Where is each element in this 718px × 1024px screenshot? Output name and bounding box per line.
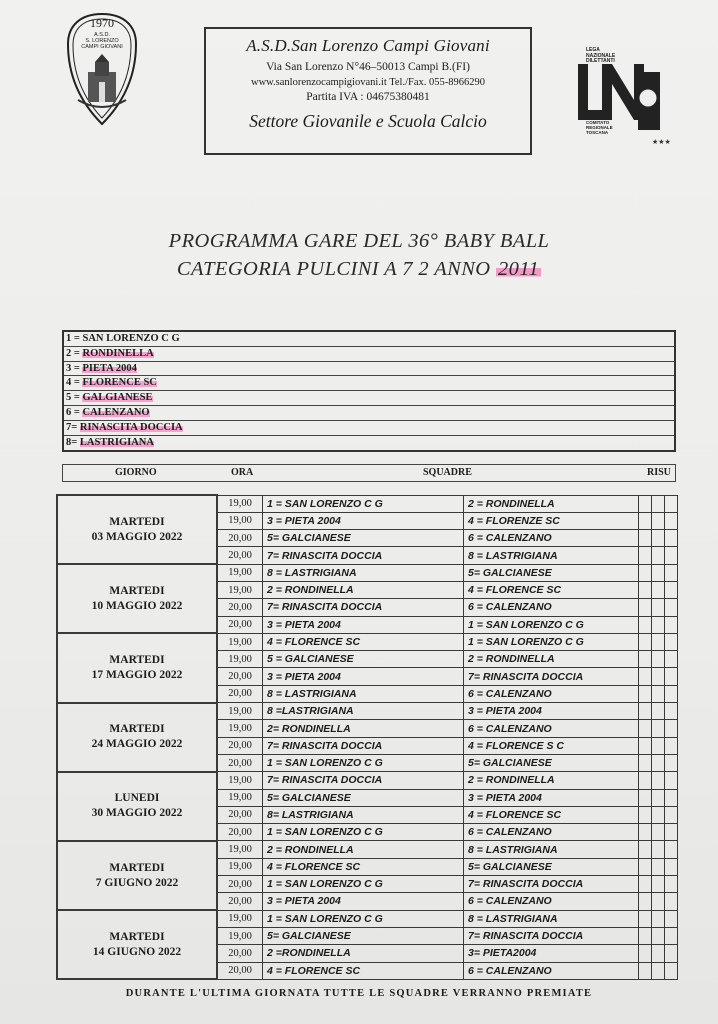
match-time: 19,00 xyxy=(217,858,263,875)
title-line-1: PROGRAMMA GARE DEL 36° BABY BALL xyxy=(168,230,550,252)
match-time: 20,00 xyxy=(217,599,263,616)
team-name: PIETA 2004 xyxy=(82,362,137,374)
result-cell[interactable] xyxy=(639,581,652,598)
match-date: 14 GIUGNO 2022 xyxy=(92,945,182,958)
result-cell[interactable] xyxy=(665,824,678,841)
away-team: 3 = PIETA 2004 xyxy=(464,703,639,720)
home-team: 3 = PIETA 2004 xyxy=(263,668,464,685)
home-team: 7= RINASCITA DOCCIA xyxy=(263,599,464,616)
result-cell[interactable] xyxy=(639,962,652,979)
result-cell[interactable] xyxy=(665,633,678,650)
result-cell[interactable] xyxy=(652,685,665,702)
away-team: 1 = SAN LORENZO C G xyxy=(464,633,639,650)
result-cell[interactable] xyxy=(652,910,665,927)
result-cell[interactable] xyxy=(639,910,652,927)
team-row xyxy=(64,391,674,406)
result-cell[interactable] xyxy=(652,633,665,650)
club-logo xyxy=(64,10,140,128)
result-cell[interactable] xyxy=(665,685,678,702)
result-cell[interactable] xyxy=(665,910,678,927)
home-team: 8= LASTRIGIANA xyxy=(263,806,464,823)
away-team: 8 = LASTRIGIANA xyxy=(464,547,639,564)
weekday: MARTEDI xyxy=(109,653,165,666)
result-cell[interactable] xyxy=(652,703,665,720)
away-team: 6 = CALENZANO xyxy=(464,685,639,702)
logo-text-3: CAMPI GIOVANI xyxy=(81,44,123,50)
result-cell[interactable] xyxy=(639,858,652,875)
result-cell[interactable] xyxy=(652,806,665,823)
title-line-2 xyxy=(0,258,718,281)
result-cell[interactable] xyxy=(652,876,665,893)
result-cell[interactable] xyxy=(652,945,665,962)
result-cell[interactable] xyxy=(639,824,652,841)
result-cell[interactable] xyxy=(652,651,665,668)
home-team: 2= RONDINELLA xyxy=(263,720,464,737)
result-cell[interactable] xyxy=(665,651,678,668)
result-cell[interactable] xyxy=(665,668,678,685)
away-team: 4 = FLORENCE SC xyxy=(464,581,639,598)
club-info-box xyxy=(204,27,532,155)
away-team: 7= RINASCITA DOCCIA xyxy=(464,876,639,893)
away-team: 1 = SAN LORENZO C G xyxy=(464,616,639,633)
logo-text-1: A.S.D. xyxy=(94,32,110,38)
result-cell[interactable] xyxy=(639,530,652,547)
result-cell[interactable] xyxy=(652,720,665,737)
result-cell[interactable] xyxy=(652,668,665,685)
result-cell[interactable] xyxy=(665,737,678,754)
schedule-table xyxy=(56,494,678,980)
away-team: 6 = CALENZANO xyxy=(464,962,639,979)
result-cell[interactable] xyxy=(665,547,678,564)
day-cell xyxy=(57,841,217,910)
schedule-header xyxy=(62,464,676,482)
result-cell[interactable] xyxy=(652,530,665,547)
home-team: 5= GALCIANESE xyxy=(263,927,464,944)
away-team: 8 = LASTRIGIANA xyxy=(464,841,639,858)
team-row xyxy=(64,436,674,451)
result-cell[interactable] xyxy=(665,512,678,529)
result-cell[interactable] xyxy=(639,685,652,702)
match-time: 19,00 xyxy=(217,927,263,944)
team-name: FLORENCE SC xyxy=(82,377,157,389)
result-cell[interactable] xyxy=(652,616,665,633)
logo-year: 1970 xyxy=(90,16,114,30)
team-number: 7= xyxy=(66,421,78,433)
result-cell[interactable] xyxy=(639,927,652,944)
team-number: 4 = xyxy=(66,377,80,389)
result-cell[interactable] xyxy=(652,789,665,806)
result-cell[interactable] xyxy=(665,858,678,875)
match-time: 20,00 xyxy=(217,530,263,547)
away-team: 8 = LASTRIGIANA xyxy=(464,910,639,927)
home-team: 2 =RONDINELLA xyxy=(263,945,464,962)
result-cell[interactable] xyxy=(665,945,678,962)
result-cell[interactable] xyxy=(639,495,652,512)
away-team: 6 = CALENZANO xyxy=(464,893,639,910)
team-name: GALGIANESE xyxy=(82,392,153,404)
away-team: 6 = CALENZANO xyxy=(464,599,639,616)
result-cell[interactable] xyxy=(639,616,652,633)
match-time: 20,00 xyxy=(217,962,263,979)
away-team: 2 = RONDINELLA xyxy=(464,495,639,512)
result-cell[interactable] xyxy=(639,789,652,806)
result-cell[interactable] xyxy=(652,495,665,512)
match-time: 19,00 xyxy=(217,789,263,806)
result-cell[interactable] xyxy=(639,720,652,737)
away-team: 3= PIETA2004 xyxy=(464,945,639,962)
weekday: MARTEDI xyxy=(109,515,165,528)
team-number: 5 = xyxy=(66,392,80,404)
team-name: SAN LORENZO C G xyxy=(82,333,180,344)
day-cell xyxy=(57,703,217,772)
result-cell[interactable] xyxy=(639,772,652,789)
home-team: 2 = RONDINELLA xyxy=(263,581,464,598)
match-time: 19,00 xyxy=(217,841,263,858)
lnd-text-5: REGIONALE xyxy=(586,125,613,130)
lnd-text-2: NAZIONALE xyxy=(586,52,616,59)
match-date: 10 MAGGIO 2022 xyxy=(91,599,183,612)
match-time: 20,00 xyxy=(217,547,263,564)
club-sector: Settore Giovanile e Scuola Calcio xyxy=(249,111,487,131)
home-team: 3 = PIETA 2004 xyxy=(263,616,464,633)
home-team: 4 = FLORENCE SC xyxy=(263,633,464,650)
result-cell[interactable] xyxy=(665,806,678,823)
match-time: 20,00 xyxy=(217,945,263,962)
match-time: 19,00 xyxy=(217,581,263,598)
result-cell[interactable] xyxy=(639,651,652,668)
team-row xyxy=(64,332,674,347)
header-teams: SQUADRE xyxy=(423,467,472,478)
club-name: A.S.D.San Lorenzo Campi Giovani xyxy=(246,36,490,55)
day-cell xyxy=(57,564,217,633)
result-cell[interactable] xyxy=(652,824,665,841)
match-time: 19,00 xyxy=(217,564,263,581)
result-cell[interactable] xyxy=(652,564,665,581)
home-team: 1 = SAN LORENZO C G xyxy=(263,754,464,771)
away-team: 6 = CALENZANO xyxy=(464,720,639,737)
team-row xyxy=(64,421,674,436)
match-time: 19,00 xyxy=(217,772,263,789)
away-team: 2 = RONDINELLA xyxy=(464,651,639,668)
team-row xyxy=(64,376,674,391)
match-time: 20,00 xyxy=(217,893,263,910)
home-team: 1 = SAN LORENZO C G xyxy=(263,824,464,841)
team-row xyxy=(64,406,674,421)
result-cell[interactable] xyxy=(652,772,665,789)
result-cell[interactable] xyxy=(665,581,678,598)
result-cell[interactable] xyxy=(639,599,652,616)
match-time: 20,00 xyxy=(217,616,263,633)
match-time: 20,00 xyxy=(217,668,263,685)
result-cell[interactable] xyxy=(652,927,665,944)
team-row xyxy=(64,347,674,362)
home-team: 1 = SAN LORENZO C G xyxy=(263,910,464,927)
home-team: 8 = LASTRIGIANA xyxy=(263,564,464,581)
match-time: 19,00 xyxy=(217,703,263,720)
result-cell[interactable] xyxy=(639,737,652,754)
result-cell[interactable] xyxy=(665,772,678,789)
team-number: 1 = xyxy=(66,333,80,344)
result-cell[interactable] xyxy=(639,703,652,720)
result-cell[interactable] xyxy=(652,547,665,564)
home-team: 7= RINASCITA DOCCIA xyxy=(263,547,464,564)
match-date: 17 MAGGIO 2022 xyxy=(91,668,183,681)
away-team: 5= GALCIANESE xyxy=(464,754,639,771)
result-cell[interactable] xyxy=(665,564,678,581)
home-team: 5 = GALCIANESE xyxy=(263,651,464,668)
weekday: MARTEDI xyxy=(109,584,165,597)
day-cell xyxy=(57,910,217,979)
day-cell xyxy=(57,633,217,702)
away-team: 4 = FLORENZE SC xyxy=(464,512,639,529)
team-row xyxy=(64,362,674,377)
home-team: 8 = LASTRIGIANA xyxy=(263,685,464,702)
result-cell[interactable] xyxy=(652,893,665,910)
result-cell[interactable] xyxy=(652,754,665,771)
result-cell[interactable] xyxy=(665,962,678,979)
match-date: 03 MAGGIO 2022 xyxy=(91,530,183,543)
result-cell[interactable] xyxy=(665,599,678,616)
result-cell[interactable] xyxy=(652,581,665,598)
match-row xyxy=(57,633,678,650)
result-cell[interactable] xyxy=(665,789,678,806)
team-number: 3 = xyxy=(66,362,80,374)
result-cell[interactable] xyxy=(639,876,652,893)
lnd-text-6: TOSCANA xyxy=(586,130,609,135)
team-number: 8= xyxy=(66,436,78,448)
svg-text:★★★: ★★★ xyxy=(652,138,671,146)
match-date: 7 GIUGNO 2022 xyxy=(95,876,179,889)
away-team: 3 = PIETA 2004 xyxy=(464,789,639,806)
home-team: 2 = RONDINELLA xyxy=(263,841,464,858)
result-cell[interactable] xyxy=(665,720,678,737)
header-day: GIORNO xyxy=(115,467,157,478)
match-row xyxy=(57,564,678,581)
team-name: CALENZANO xyxy=(82,406,150,418)
header-result: RISU xyxy=(647,467,671,478)
weekday: MARTEDI xyxy=(109,723,165,736)
result-cell[interactable] xyxy=(665,841,678,858)
match-time: 20,00 xyxy=(217,754,263,771)
match-row xyxy=(57,841,678,858)
match-time: 20,00 xyxy=(217,685,263,702)
title-year: 2011 xyxy=(498,258,540,280)
club-contacts: www.sanlorenzocampigiovani.it Tel./Fax. 055-8966290 xyxy=(250,77,485,88)
weekday: MARTEDI xyxy=(109,861,165,874)
home-team: 1 = SAN LORENZO C G xyxy=(263,876,464,893)
result-cell[interactable] xyxy=(652,841,665,858)
result-cell[interactable] xyxy=(639,945,652,962)
result-cell[interactable] xyxy=(652,737,665,754)
result-cell[interactable] xyxy=(639,754,652,771)
result-cell[interactable] xyxy=(652,962,665,979)
day-cell xyxy=(57,772,217,841)
result-cell[interactable] xyxy=(665,495,678,512)
title-line-2-prefix: CATEGORIA PULCINI A 7 2 ANNO xyxy=(176,258,497,280)
match-row xyxy=(57,772,678,789)
match-date: 30 MAGGIO 2022 xyxy=(91,807,183,820)
club-vat: Partita IVA : 04675380481 xyxy=(306,91,430,103)
home-team: 7= RINASCITA DOCCIA xyxy=(263,772,464,789)
match-time: 19,00 xyxy=(217,512,263,529)
match-time: 19,00 xyxy=(217,720,263,737)
home-team: 4 = FLORENCE SC xyxy=(263,858,464,875)
result-cell[interactable] xyxy=(652,512,665,529)
away-team: 7= RINASCITA DOCCIA xyxy=(464,668,639,685)
team-name: RINASCITA DOCCIA xyxy=(79,421,183,433)
away-team: 6 = CALENZANO xyxy=(464,530,639,547)
away-team: 5= GALCIANESE xyxy=(464,858,639,875)
match-time: 20,00 xyxy=(217,876,263,893)
away-team: 5= GALCIANESE xyxy=(464,564,639,581)
away-team: 4 = FLORENCE SC xyxy=(464,806,639,823)
match-row xyxy=(57,495,678,512)
away-team: 6 = CALENZANO xyxy=(464,824,639,841)
logo-text-2: S. LORENZO xyxy=(85,38,119,44)
match-date: 24 MAGGIO 2022 xyxy=(91,738,183,751)
result-cell[interactable] xyxy=(639,564,652,581)
match-row xyxy=(57,910,678,927)
footer-note: DURANTE L'ULTIMA GIORNATA TUTTE LE SQUADRE VERRANNO PREMIATE xyxy=(125,988,593,999)
result-cell[interactable] xyxy=(665,893,678,910)
match-time: 20,00 xyxy=(217,737,263,754)
result-cell[interactable] xyxy=(665,616,678,633)
home-team: 1 = SAN LORENZO C G xyxy=(263,495,464,512)
result-cell[interactable] xyxy=(665,876,678,893)
home-team: 3 = PIETA 2004 xyxy=(263,512,464,529)
match-time: 20,00 xyxy=(217,824,263,841)
team-name: LASTRIGIANA xyxy=(79,436,154,448)
match-time: 19,00 xyxy=(217,651,263,668)
lnd-text-1: LEGA xyxy=(586,47,600,53)
result-cell[interactable] xyxy=(639,547,652,564)
result-cell[interactable] xyxy=(652,599,665,616)
away-team: 4 = FLORENCE S C xyxy=(464,737,639,754)
home-team: 7= RINASCITA DOCCIA xyxy=(263,737,464,754)
away-team: 2 = RONDINELLA xyxy=(464,772,639,789)
lnd-logo xyxy=(572,44,671,146)
result-cell[interactable] xyxy=(665,703,678,720)
team-name: RONDINELLA xyxy=(82,347,154,359)
away-team: 7= RINASCITA DOCCIA xyxy=(464,927,639,944)
match-time: 19,00 xyxy=(217,910,263,927)
home-team: 4 = FLORENCE SC xyxy=(263,962,464,979)
match-row xyxy=(57,703,678,720)
team-number: 2 = xyxy=(66,347,80,359)
lnd-text-4: COMITATO xyxy=(586,120,610,125)
result-cell[interactable] xyxy=(639,841,652,858)
match-time: 19,00 xyxy=(217,633,263,650)
result-cell[interactable] xyxy=(639,668,652,685)
result-cell[interactable] xyxy=(665,754,678,771)
weekday: MARTEDI xyxy=(109,930,165,943)
team-number: 6 = xyxy=(66,406,80,418)
home-team: 8 =LASTRIGIANA xyxy=(263,703,464,720)
day-cell xyxy=(57,495,217,564)
home-team: 5= GALCIANESE xyxy=(263,789,464,806)
home-team: 3 = PIETA 2004 xyxy=(263,893,464,910)
home-team: 5= GALCIANESE xyxy=(263,530,464,547)
result-cell[interactable] xyxy=(639,633,652,650)
lnd-text-3: DILETTANTI xyxy=(586,58,615,64)
match-time: 20,00 xyxy=(217,806,263,823)
result-cell[interactable] xyxy=(639,893,652,910)
result-cell[interactable] xyxy=(639,806,652,823)
header-time: ORA xyxy=(231,467,254,478)
result-cell[interactable] xyxy=(665,927,678,944)
result-cell[interactable] xyxy=(652,858,665,875)
teams-list xyxy=(62,330,676,452)
club-address: Via San Lorenzo N°46–50013 Campi B.(FI) xyxy=(266,61,470,73)
match-time: 19,00 xyxy=(217,495,263,512)
result-cell[interactable] xyxy=(665,530,678,547)
result-cell[interactable] xyxy=(639,512,652,529)
weekday: LUNEDI xyxy=(114,792,160,805)
